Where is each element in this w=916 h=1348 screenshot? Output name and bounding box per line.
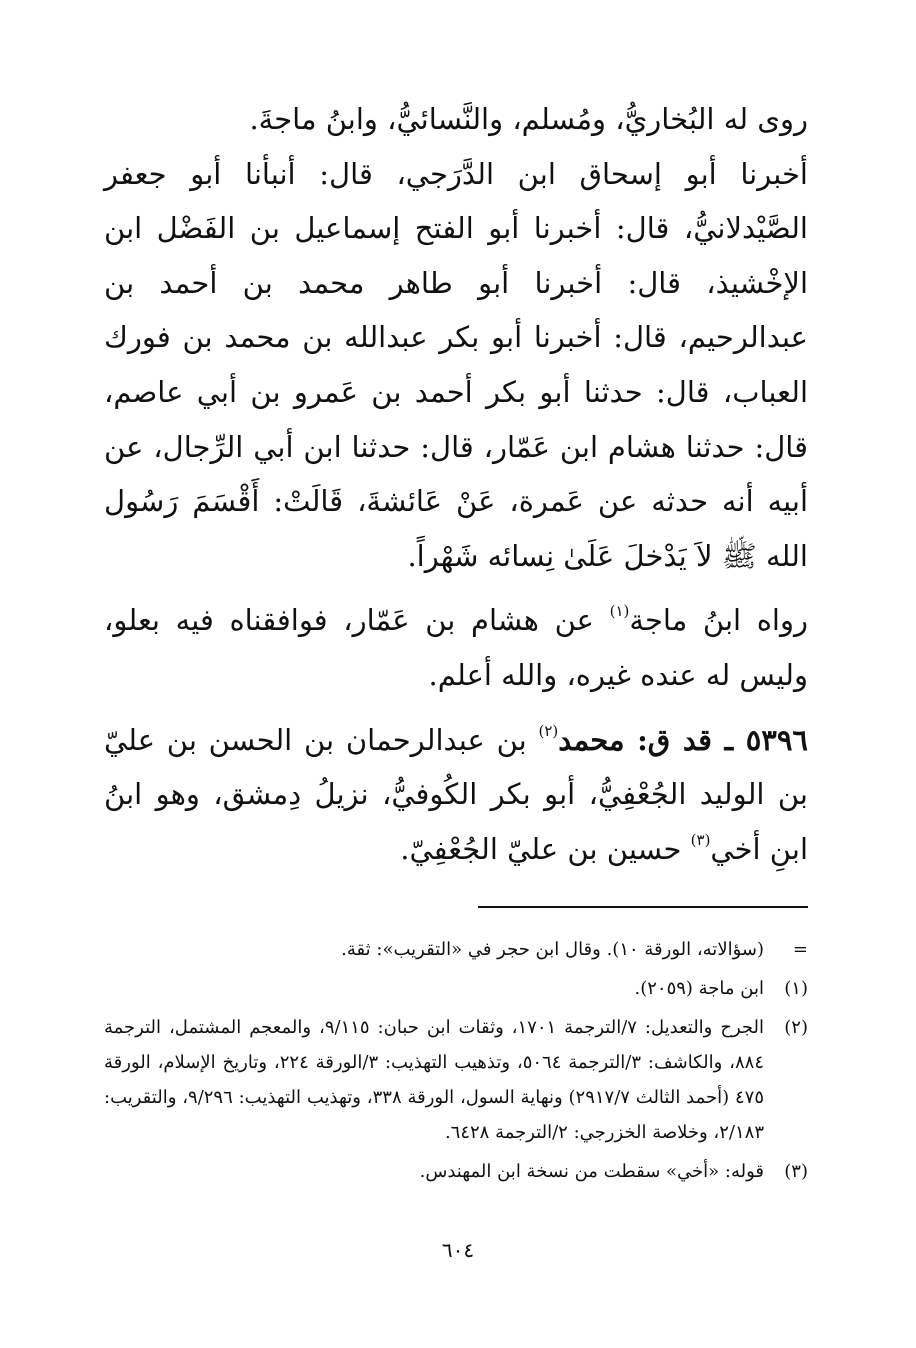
footnote-ref-2: (٢) <box>538 721 559 740</box>
footnote-text: ابن ماجة (٢٠٥٩). <box>634 978 764 1000</box>
ibn-majah-before: رواه ابنُ ماجة <box>629 603 808 638</box>
footnote-divider <box>478 906 808 908</box>
footnote-3 <box>104 1154 808 1189</box>
page-number: ٦٠٤ <box>441 1238 475 1262</box>
footnote-ref-1: (١) <box>609 602 630 621</box>
entry-paragraph <box>104 713 808 877</box>
main-text <box>104 92 808 876</box>
footnote-text: الجرح والتعديل: ٧/الترجمة ١٧٠١، وثقات ابن حبان: ٩/١١٥، والمعجم المشتمل، الترجمة ٨٨٤، والكاشف: ٣/الترجمة ٥٠٦٤، وتذهيب التهذيب: ٣/الورقة ٢٢٤، وتاريخ الإسلام، الورقة ٤٧٥ (أحمد الثالث ٢٩١٧/٧) ونهاية السول، الورقة ٣٣٨، وتهذيب التهذيب: ٩/٢٩٦، والتقريب: ٢/١٨٣، وخلاصة الخزرجي: ٢/الترجمة ٦٤٢٨. <box>104 1017 765 1144</box>
footnote-ref-3: (٣) <box>690 830 711 849</box>
footnote-text: (سؤالاته، الورقة ١٠). وقال ابن حجر في «التقريب»: ثقة. <box>341 939 764 961</box>
entry-text-2: حسين بن عليّ الجُعْفِيّ. <box>400 831 691 866</box>
ibn-majah-paragraph <box>104 593 808 702</box>
entry-text-1: بن عبدالرحمان بن الحسن بن عليّ بن الوليد الجُعْفِيُّ، أبو بكر الكُوفيُّ، نزيلُ دِمشق، وهو ابنُ ابنِ أخي <box>104 722 808 866</box>
narrators-paragraph: روى له البُخاريُّ، ومُسلم، والنَّسائيُّ، وابنُ ماجةَ. <box>249 102 808 136</box>
footnote-1 <box>104 971 808 1006</box>
footnote-number: = <box>792 939 808 961</box>
footnote-continuation <box>104 932 808 967</box>
ibn-majah-after: عن هشام بن عَمّار، فوافقناه فيه بعلو، وليس له عنده غيره، والله أعلم. <box>104 603 808 692</box>
footnote-number: (٢) <box>784 1017 808 1039</box>
footnote-number: (٣) <box>784 1161 808 1183</box>
isnad-paragraph: أخبرنا أبو إسحاق ابن الدَّرَجي، قال: أنبأنا أبو جعفر الصَّيْدلانيُّ، قال: أخبرنا أبو الفتح إسماعيل بن الفَضْل ابن الإخْشيذ، قال: أخبرنا أبو طاهر محمد بن أحمد بن عبدالرحيم، قال: أخبرنا أبو بكر عبدالله بن محمد بن فورك العباب، قال: حدثنا أبو بكر أحمد بن عَمرو بن أبي عاصم، قال: حدثنا هشام ابن عَمّار، قال: حدثنا ابن أبي الرِّجال، عن أبيه أنه حدثه عن عَمرة، عَنْ عَائشةَ، قَالَتْ: أَقْسَمَ رَسُول الله ﷺ لاَ يَدْخلَ عَلَىٰ نِسائه شَهْراً. <box>104 156 808 573</box>
footnote-number: (١) <box>784 978 808 1000</box>
footnote-2 <box>104 1010 808 1150</box>
footnotes <box>104 932 808 1189</box>
entry-name: محمد <box>558 722 638 757</box>
entry-number: ٥٣٩٦ ـ قد ق: <box>637 722 809 757</box>
footnote-text: قوله: «أخي» سقطت من نسخة ابن المهندس. <box>419 1161 764 1183</box>
